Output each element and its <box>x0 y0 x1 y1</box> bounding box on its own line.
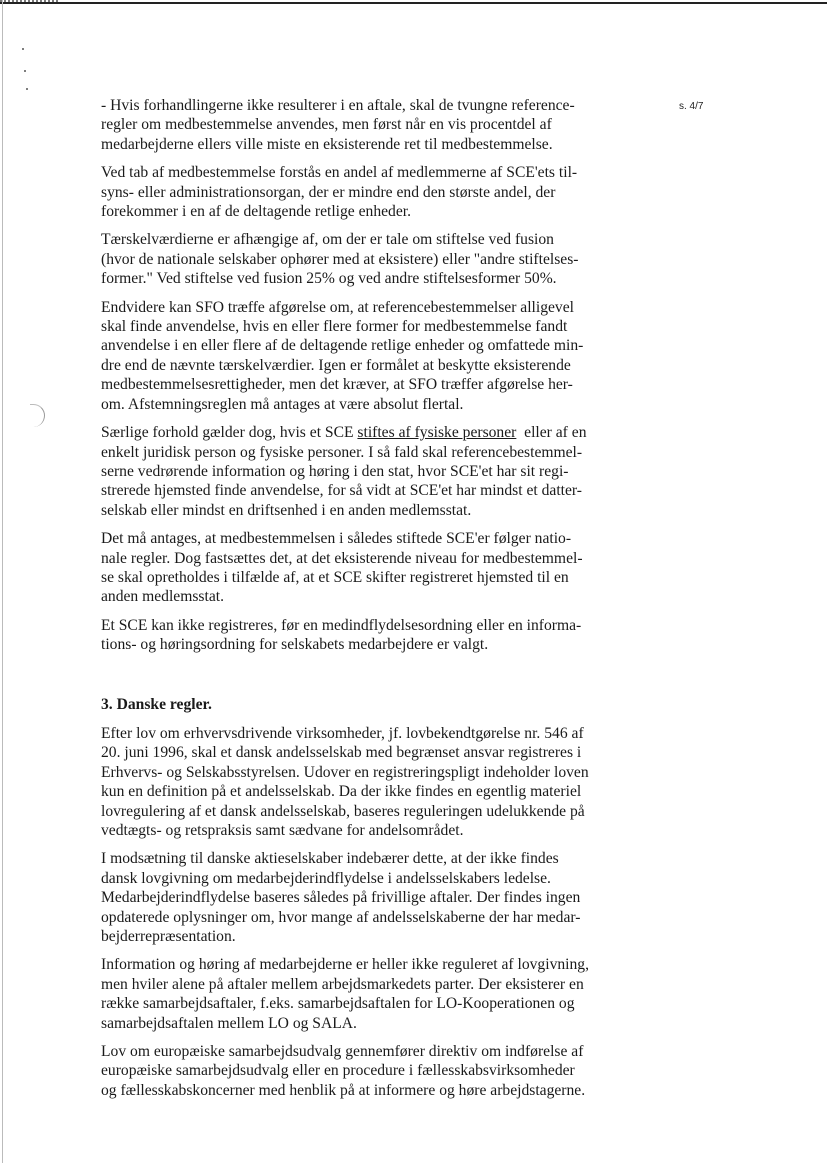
text-line: selskab eller mindst en driftsenhed i en anden medlemsstat. <box>101 501 472 519</box>
text-line: medbestemmelsesrettigheder, men det kræver, at SFO træffer afgørelse her- <box>101 376 573 394</box>
text-line: medarbejderne ellers ville miste en eksisterende ret til medbestemmelse. <box>101 135 553 153</box>
special-paragraph-rest <box>101 443 621 521</box>
text-line: europæiske samarbejdsudvalg eller en procedure i fællesskabsvirksomheder <box>101 1062 575 1080</box>
text-line: nale regler. Dog fastsættes det, at det eksisterende niveau for medbestemmel- <box>101 549 583 567</box>
text-line: regler om medbestemmelse anvendes, men først når en vis procentdel af <box>101 116 552 134</box>
scan-speck <box>24 70 26 72</box>
paragraph <box>101 955 621 1033</box>
scan-speck <box>22 48 24 50</box>
text-line: om. Afstemningsreglen må antages at være absolut flertal. <box>101 395 464 413</box>
text-line: Ved tab af medbestemmelse forstås en andel af medlemmerne af SCE'ets til- <box>101 164 578 182</box>
text-line: skal finde anvendelse, hvis en eller flere former for medbestemmelse fandt <box>101 318 568 336</box>
text-line: Erhvervs- og Selskabsstyrelsen. Udover en registreringspligt indeholder loven <box>101 763 589 781</box>
text-line: dansk lovgivning om medarbejderindflydelse i andelsselskabers ledelse. <box>101 869 551 887</box>
text-line: Efter lov om erhvervsdrivende virksomheder, jf. lovbekendtgørelse nr. 546 af <box>101 724 584 742</box>
paragraph <box>101 849 621 946</box>
text-line: Lov om europæiske samarbejdsudvalg gennemfører direktiv om indførelse af <box>101 1043 584 1061</box>
text-line: se skal opretholdes i tilfælde af, at et SCE skifter registreret hjemsted til en <box>101 568 569 586</box>
paragraph <box>101 1042 621 1100</box>
text-line: men hviler alene på aftaler mellem arbejdsmarkedets parter. Der eksisterer en <box>101 975 584 993</box>
text-fragment: Særlige forhold gælder dog, hvis et SCE <box>101 424 358 442</box>
paragraph <box>101 529 621 607</box>
text-line: Endvidere kan SFO træffe afgørelse om, at referencebestemmelser alligevel <box>101 298 574 316</box>
underlined-phrase: stiftes af fysiske personer <box>357 424 517 442</box>
document-body <box>101 96 621 1109</box>
text-line: lovregulering af et dansk andelsselskab, baseres reguleringen udelukkende på <box>101 802 585 820</box>
text-line: serne vedrørende information og høring i den stat, hvor SCE'et har sit regi- <box>101 462 569 480</box>
text-line: anvendelse i en eller flere af de deltagende retlige enheder og omfattede min- <box>101 337 584 355</box>
paragraph <box>101 616 621 655</box>
paragraph <box>101 724 621 840</box>
paragraph <box>101 298 621 414</box>
text-line: enkelt juridisk person og fysiske personer. I så fald skal referencebestemmel- <box>101 443 583 461</box>
text-line: - Hvis forhandlingerne ikke resulterer i en aftale, skal de tvungne reference- <box>101 97 575 114</box>
scan-speck <box>26 88 28 90</box>
text-line: (hvor de nationale selskaber ophører med at eksistere) eller "andre stiftelses- <box>101 250 579 268</box>
page-top-rule <box>0 2 827 4</box>
scan-punch-mark <box>30 404 45 427</box>
text-line: bejderrepræsentation. <box>101 928 236 946</box>
text-line: forekommer i en af de deltagende retlige enheder. <box>101 203 411 221</box>
text-fragment: eller af en <box>516 424 587 442</box>
text-line: samarbejdsaftalen mellem LO og SALA. <box>101 1014 357 1032</box>
text-line: Medarbejderindflydelse baseres således på frivillige aftaler. Der findes ingen <box>101 889 581 907</box>
text-line: række samarbejdsaftaler, f.eks. samarbejdsaftalen for LO-Kooperationen og <box>101 995 575 1013</box>
paragraph-special <box>101 423 621 520</box>
page-number: s. 4/7 <box>679 101 704 112</box>
text-line: Information og høring af medarbejderne er heller ikke reguleret af lovgivning, <box>101 956 589 974</box>
paragraph <box>101 230 621 288</box>
text-line: former." Ved stiftelse ved fusion 25% og ved andre stiftelsesformer 50%. <box>101 270 557 288</box>
text-line: kun en definition på et andelsselskab. Da der ikke findes en egentlig materiel <box>101 783 582 801</box>
paragraph <box>101 96 621 154</box>
text-line: tions- og høringsordning for selskabets medarbejdere er valgt. <box>101 636 489 654</box>
section-paragraphs <box>101 724 621 1100</box>
text-line: vedtægts- og retspraksis samt sædvane for andelsområdet. <box>101 822 464 839</box>
section-heading: 3. Danske regler. <box>101 695 212 713</box>
text-line <box>101 423 621 442</box>
text-line: og fællesskabskoncerner med henblik på at informere og høre arbejdstagerne. <box>101 1081 586 1099</box>
text-line: syns- eller administrationsorgan, der er mindre end den største andel, der <box>101 183 556 201</box>
text-line: 20. juni 1996, skal et dansk andelsselskab med begrænset ansvar registreres i <box>101 744 582 762</box>
paragraphs-after <box>101 529 621 654</box>
paragraph <box>101 163 621 221</box>
text-line: opdaterede oplysninger om, hvor mange af andelsselskaberne der har medar- <box>101 908 581 926</box>
text-line: dre end de nævnte tærskelværdier. Igen er formålet at beskytte eksisterende <box>101 356 571 374</box>
text-line: I modsætning til danske aktieselskaber indebærer dette, at der ikke findes <box>101 850 559 868</box>
scan-left-edge <box>2 0 3 1163</box>
text-line: anden medlemsstat. <box>101 588 224 606</box>
text-line: Tærskelværdierne er afhængige af, om der er tale om stiftelse ved fusion <box>101 231 554 249</box>
text-line: Et SCE kan ikke registreres, før en medindflydelsesordning eller en informa- <box>101 616 582 634</box>
text-line: Det må antages, at medbestemmelsen i således stiftede SCE'er følger natio- <box>101 530 572 548</box>
paragraphs-before <box>101 96 621 414</box>
text-line: strerede hjemsted finde anvendelse, for så vidt at SCE'et har mindst et datter- <box>101 482 582 500</box>
